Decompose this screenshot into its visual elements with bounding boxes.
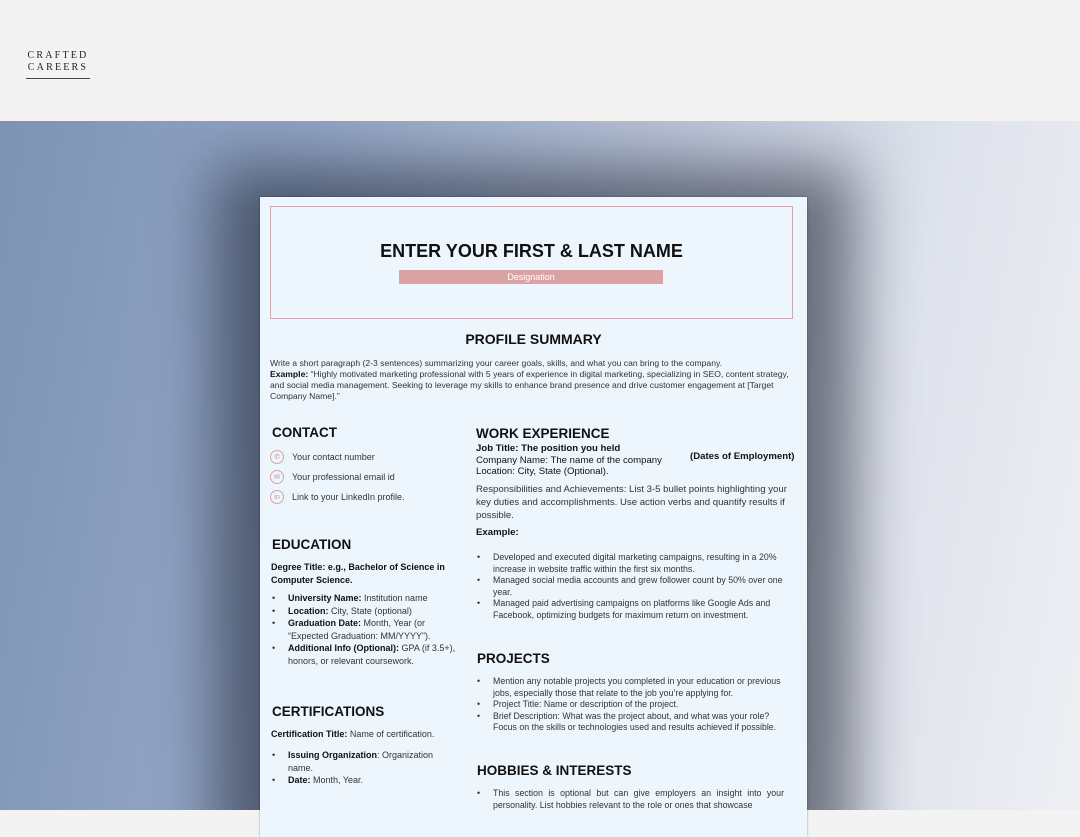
profile-example-text: “Highly motivated marketing professional with 5 years of experience in digital marketing, specializing in SEO, content strategy, and social media management. Seeking to leverage my skills to enhance brand presence and drive customer engagement at [Target Company Name].” xyxy=(270,369,789,401)
contact-linkedin-text: Link to your LinkedIn profile. xyxy=(292,492,405,502)
profile-summary-text xyxy=(270,358,800,402)
projects-bullets xyxy=(476,676,791,734)
contact-email-text: Your professional email id xyxy=(292,472,395,482)
designation-bar: Designation xyxy=(399,270,663,284)
hobbies-text xyxy=(476,788,784,811)
work-experience-heading: WORK EXPERIENCE xyxy=(476,426,610,441)
education-degree: Degree Title: e.g., Bachelor of Science in Computer Science. xyxy=(271,562,445,585)
list-item: • Managed paid advertising campaigns on platforms like Google Ads and Facebook, optimizing budgets for maximum return on investment. xyxy=(476,598,791,621)
list-item: • Managed social media accounts and grew follower count by 50% over one year. xyxy=(476,575,791,598)
contact-email xyxy=(270,470,395,484)
brand-logo xyxy=(26,50,90,85)
projects-heading: PROJECTS xyxy=(477,651,550,666)
name-header-box xyxy=(270,206,793,319)
work-example-label: Example: xyxy=(476,527,519,538)
certifications-list xyxy=(271,749,441,787)
employment-dates: (Dates of Employment) xyxy=(690,451,795,462)
job-title: Job Title: The position you held xyxy=(476,443,621,454)
list-item: • Brief Description: What was the project about, and what was your role? Focus on the skills or technologies used and results achieved if possible. xyxy=(476,711,791,734)
work-bullets xyxy=(476,552,791,621)
brand-line-1: CRAFTED xyxy=(27,50,89,61)
education-list xyxy=(271,592,456,667)
contact-heading: CONTACT xyxy=(272,425,337,440)
list-item: • Additional Info (Optional): GPA (if 3.5+), honors, or relevant coursework. xyxy=(271,642,456,667)
brand-line-2: CAREERS xyxy=(27,62,89,73)
email-icon: ✉ xyxy=(270,470,284,484)
profile-text: Write a short paragraph (2-3 sentences) summarizing your career goals, skills, and what you can bring to the company. xyxy=(270,358,723,368)
company-name: Company Name: The name of the company xyxy=(476,454,662,466)
contact-phone-text: Your contact number xyxy=(292,452,375,462)
responsibilities: Responsibilities and Achievements: List 3-5 bullet points highlighting your key duties and accomplishments. Use action verbs and quantify results if possible. xyxy=(476,484,787,521)
profile-summary-heading: PROFILE SUMMARY xyxy=(465,331,602,347)
contact-phone xyxy=(270,450,375,464)
list-item: • Mention any notable projects you completed in your education or previous jobs, especially those that relate to the job you’re applying for. xyxy=(476,676,791,699)
job-location: Location: City, State (Optional). xyxy=(476,466,609,477)
list-item: • This section is optional but can give employers an insight into your personality. List hobbies relevant to the role or ones that showcase xyxy=(476,788,784,811)
education-heading: EDUCATION xyxy=(272,537,352,552)
contact-linkedin xyxy=(270,490,405,504)
list-item: • Location: City, State (optional) xyxy=(271,605,456,618)
top-banner xyxy=(0,0,1080,121)
list-item: • Graduation Date: Month, Year (or “Expected Graduation: MM/YYYY”). xyxy=(271,617,456,642)
list-item: • University Name: Institution name xyxy=(271,592,456,605)
list-item: • Date: Month, Year. xyxy=(271,774,441,787)
certification-title: Certification Title: Name of certification. xyxy=(271,729,435,739)
list-item: • Issuing Organization: Organization name. xyxy=(271,749,441,774)
resume-name: ENTER YOUR FIRST & LAST NAME xyxy=(380,241,683,261)
hobbies-heading: HOBBIES & INTERESTS xyxy=(477,763,632,778)
phone-icon: ✆ xyxy=(270,450,284,464)
list-item: • Project Title: Name or description of the project. xyxy=(476,699,791,711)
resume-page xyxy=(260,197,807,837)
list-item: • Developed and executed digital marketing campaigns, resulting in a 20% increase in website traffic within the first six months. xyxy=(476,552,791,575)
profile-example-label: Example: xyxy=(270,369,309,379)
certifications-heading: CERTIFICATIONS xyxy=(272,704,385,719)
linkedin-icon: in xyxy=(270,490,284,504)
